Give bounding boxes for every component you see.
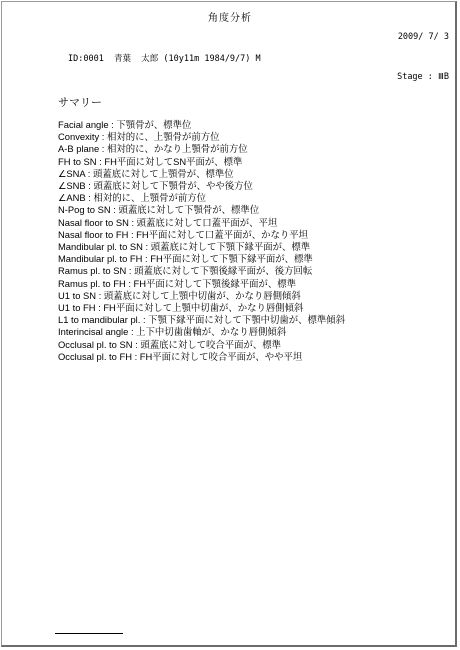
summary-line: Convexity : 相対的に、上顎骨が前方位	[58, 131, 220, 143]
summary-line: Facial angle : 下顎骨が、標準位	[58, 119, 192, 130]
stage-label: Stage : ⅢB	[397, 72, 449, 82]
summary-line: Ramus pl. to SN : 頭蓋底に対して下顎後縁平面が、後方回転	[58, 265, 313, 277]
summary-line: U1 to FH : FH平面に対して上顎中切歯が、かなり唇側傾斜	[58, 302, 304, 314]
summary-line: Nasal floor to FH : FH平面に対して口蓋平面が、かなり平坦	[58, 228, 309, 240]
document-title: 角度分析	[208, 13, 252, 24]
summary-line: Nasal floor to SN : 頭蓋底に対して口蓋平面が、平坦	[58, 216, 278, 228]
summary-line: ∠SNA : 頭蓋底に対して上顎骨が、標準位	[58, 167, 234, 179]
summary-line: FH to SN : FH平面に対してSN平面が、標準	[58, 155, 243, 167]
summary-line: Interincisal angle : 上下中切歯歯軸が、かなり唇側傾斜	[58, 326, 287, 338]
summary-line: L1 to mandibular pl. : 下顎下縁平面に対して下顎中切歯が、標準傾斜	[58, 314, 346, 326]
summary-list	[58, 119, 453, 363]
summary-heading: サマリー	[58, 96, 102, 109]
summary-line: Occlusal pl. to SN : 頭蓋底に対して咬合平面が、標準	[58, 338, 281, 350]
summary-line: N-Pog to SN : 頭蓋底に対して下顎骨が、標準位	[58, 204, 260, 216]
summary-line: Mandibular pl. to FH : FH平面に対して下顎下縁平面が、標準	[58, 253, 313, 265]
summary-line: U1 to SN : 頭蓋底に対して上顎中切歯が、かなり唇側傾斜	[58, 289, 301, 301]
summary-line: Occlusal pl. to FH : FH平面に対して咬合平面が、やや平坦	[58, 350, 303, 362]
summary-line: A-B plane : 相対的に、かなり上顎骨が前方位	[58, 143, 248, 155]
patient-info: ID:0001 青葉 太郎 (10y11m 1984/9/7) M	[68, 54, 261, 64]
summary-line: Mandibular pl. to SN : 頭蓋底に対して下顎下縁平面が、標準	[58, 241, 311, 253]
summary-line: ∠SNB : 頭蓋底に対して下顎骨が、やや後方位	[58, 180, 253, 192]
footnote-rule	[55, 633, 123, 634]
summary-line: ∠ANB : 相対的に、上顎骨が前方位	[58, 192, 206, 204]
summary-line: Ramus pl. to FH : FH平面に対して下顎後縁平面が、標準	[58, 277, 297, 289]
report-date: 2009/ 7/ 3	[397, 32, 449, 42]
